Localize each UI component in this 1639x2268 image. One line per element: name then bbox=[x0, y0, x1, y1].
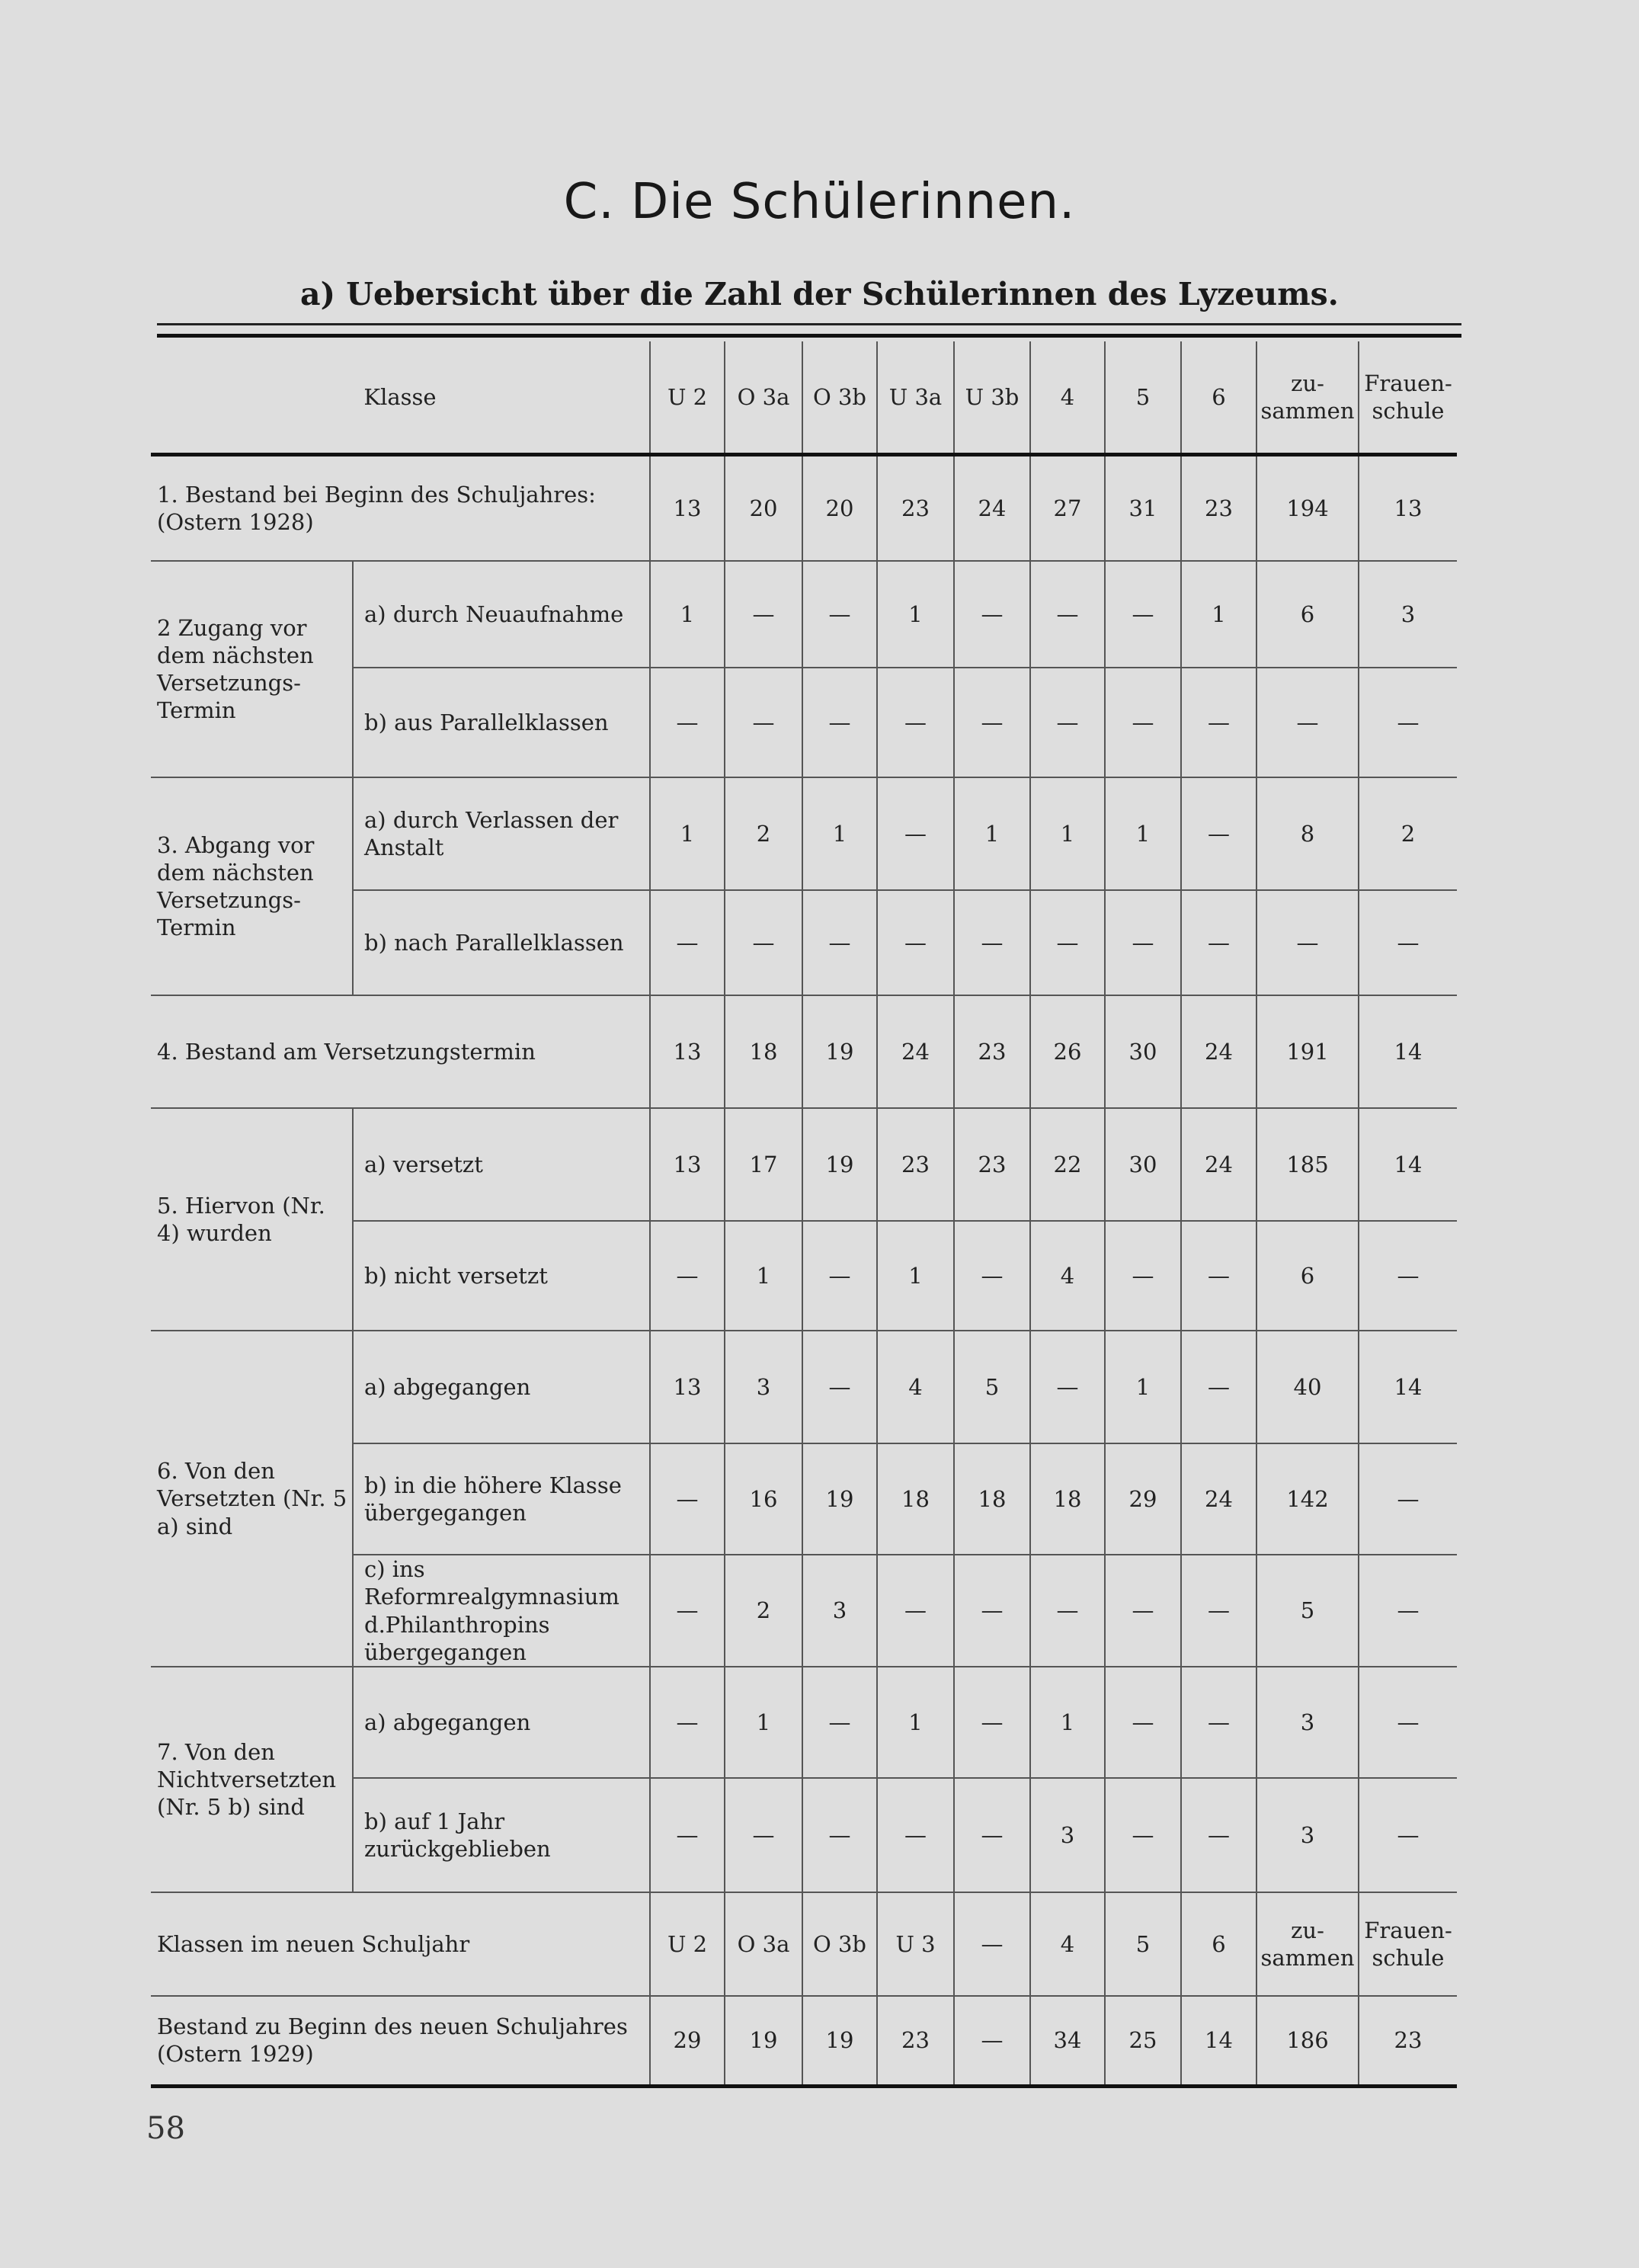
value-cell: 16 bbox=[725, 1443, 802, 1555]
value-cell: — bbox=[1105, 890, 1181, 995]
value-cell: 20 bbox=[802, 454, 877, 561]
value-cell: — bbox=[1030, 1555, 1105, 1667]
table-row bbox=[151, 454, 1457, 561]
header-column: 4 bbox=[1030, 341, 1105, 454]
value-cell: 6 bbox=[1256, 1221, 1359, 1331]
value-cell: — bbox=[1181, 890, 1256, 995]
top-rule-thin bbox=[157, 323, 1461, 325]
value-cell: 34 bbox=[1030, 1996, 1105, 2086]
row-label: 4. Bestand am Versetzungstermin bbox=[151, 995, 650, 1108]
sub-label: c) ins Reformrealgymnasium d.Philanthropins übergegangen bbox=[353, 1555, 650, 1667]
statistics-table bbox=[151, 341, 1457, 2088]
value-cell: 14 bbox=[1359, 1331, 1457, 1443]
value-cell: — bbox=[1030, 1331, 1105, 1443]
sub-label: a) versetzt bbox=[353, 1108, 650, 1221]
value-cell: — bbox=[877, 668, 954, 777]
value-cell: 1 bbox=[725, 1667, 802, 1778]
value-cell: — bbox=[802, 1778, 877, 1892]
value-cell: 13 bbox=[650, 454, 725, 561]
value-cell: — bbox=[954, 1892, 1030, 1996]
value-cell: 1 bbox=[1030, 1667, 1105, 1778]
value-cell: — bbox=[954, 890, 1030, 995]
value-cell: — bbox=[1181, 1221, 1256, 1331]
header-column: O 3a bbox=[725, 341, 802, 454]
row-label: Bestand zu Beginn des neuen Schuljahres (Ostern 1929) bbox=[151, 1996, 650, 2086]
top-rule-thick bbox=[157, 334, 1461, 338]
value-cell: 1 bbox=[650, 777, 725, 890]
table-row bbox=[151, 1667, 1457, 1778]
group-label: 6. Von den Versetzten (Nr. 5 a) sind bbox=[151, 1331, 353, 1667]
value-cell: — bbox=[1359, 1555, 1457, 1667]
header-column: U 3a bbox=[877, 341, 954, 454]
value-cell: 142 bbox=[1256, 1443, 1359, 1555]
header-column: 5 bbox=[1105, 341, 1181, 454]
value-cell: 1 bbox=[725, 1221, 802, 1331]
sub-label: a) abgegangen bbox=[353, 1331, 650, 1443]
header-column: U 2 bbox=[650, 341, 725, 454]
value-cell: 3 bbox=[1256, 1778, 1359, 1892]
value-cell: 14 bbox=[1181, 1996, 1256, 2086]
value-cell: — bbox=[650, 1443, 725, 1555]
value-cell: 1 bbox=[1181, 561, 1256, 668]
value-cell: — bbox=[650, 668, 725, 777]
table-row bbox=[151, 995, 1457, 1108]
value-cell: 6 bbox=[1181, 1892, 1256, 1996]
value-cell: — bbox=[1105, 1221, 1181, 1331]
value-cell: — bbox=[954, 668, 1030, 777]
value-cell: — bbox=[1030, 668, 1105, 777]
value-cell: — bbox=[877, 1555, 954, 1667]
value-cell: 23 bbox=[877, 1996, 954, 2086]
table-row bbox=[151, 1331, 1457, 1443]
value-cell: — bbox=[802, 1221, 877, 1331]
table-subtitle: a) Uebersicht über die Zahl der Schülerinnen des Lyzeums. bbox=[300, 276, 1339, 312]
value-cell: 18 bbox=[725, 995, 802, 1108]
value-cell: 1 bbox=[877, 1221, 954, 1331]
value-cell: zu-sammen bbox=[1256, 1892, 1359, 1996]
value-cell: — bbox=[802, 668, 877, 777]
header-klasse: Klasse bbox=[151, 341, 650, 454]
value-cell: — bbox=[1105, 1667, 1181, 1778]
value-cell: 23 bbox=[1359, 1996, 1457, 2086]
value-cell: — bbox=[1181, 1778, 1256, 1892]
group-label: 7. Von den Nichtversetzten (Nr. 5 b) sind bbox=[151, 1667, 353, 1892]
value-cell: 18 bbox=[954, 1443, 1030, 1555]
value-cell: 24 bbox=[1181, 1443, 1256, 1555]
value-cell: 31 bbox=[1105, 454, 1181, 561]
value-cell: 18 bbox=[877, 1443, 954, 1555]
value-cell: — bbox=[725, 668, 802, 777]
value-cell: O 3a bbox=[725, 1892, 802, 1996]
value-cell: 3 bbox=[1359, 561, 1457, 668]
table-row bbox=[151, 1108, 1457, 1221]
sub-label: b) nach Parallelklassen bbox=[353, 890, 650, 995]
value-cell: 3 bbox=[725, 1331, 802, 1443]
value-cell: 23 bbox=[1181, 454, 1256, 561]
sub-label: b) aus Parallelklassen bbox=[353, 668, 650, 777]
value-cell: Frauen-schule bbox=[1359, 1892, 1457, 1996]
value-cell: 19 bbox=[725, 1996, 802, 2086]
page-title: C. Die Schülerinnen. bbox=[563, 174, 1076, 230]
value-cell: 185 bbox=[1256, 1108, 1359, 1221]
value-cell: — bbox=[954, 1996, 1030, 2086]
value-cell: 19 bbox=[802, 1996, 877, 2086]
value-cell: 18 bbox=[1030, 1443, 1105, 1555]
value-cell: — bbox=[1181, 1555, 1256, 1667]
sub-label: a) abgegangen bbox=[353, 1667, 650, 1778]
value-cell: 6 bbox=[1256, 561, 1359, 668]
value-cell: — bbox=[954, 1778, 1030, 1892]
value-cell: 26 bbox=[1030, 995, 1105, 1108]
value-cell: 1 bbox=[1105, 777, 1181, 890]
value-cell: 20 bbox=[725, 454, 802, 561]
value-cell: 13 bbox=[650, 1108, 725, 1221]
value-cell: — bbox=[1256, 668, 1359, 777]
row-label: 1. Bestand bei Beginn des Schuljahres: (Ostern 1928) bbox=[151, 454, 650, 561]
value-cell: U 3 bbox=[877, 1892, 954, 1996]
value-cell: — bbox=[954, 1667, 1030, 1778]
value-cell: — bbox=[877, 1778, 954, 1892]
value-cell: — bbox=[1030, 890, 1105, 995]
value-cell: 14 bbox=[1359, 995, 1457, 1108]
value-cell: 19 bbox=[802, 1108, 877, 1221]
value-cell: 17 bbox=[725, 1108, 802, 1221]
value-cell: — bbox=[1030, 561, 1105, 668]
value-cell: 194 bbox=[1256, 454, 1359, 561]
header-column: U 3b bbox=[954, 341, 1030, 454]
value-cell: 24 bbox=[954, 454, 1030, 561]
value-cell: 1 bbox=[802, 777, 877, 890]
value-cell: 24 bbox=[1181, 995, 1256, 1108]
value-cell: 29 bbox=[650, 1996, 725, 2086]
value-cell: 8 bbox=[1256, 777, 1359, 890]
value-cell: 13 bbox=[650, 995, 725, 1108]
value-cell: — bbox=[650, 1221, 725, 1331]
value-cell: — bbox=[954, 1555, 1030, 1667]
value-cell: 1 bbox=[877, 561, 954, 668]
page-number: 58 bbox=[146, 2111, 185, 2146]
value-cell: 29 bbox=[1105, 1443, 1181, 1555]
value-cell: — bbox=[650, 1667, 725, 1778]
value-cell: 24 bbox=[877, 995, 954, 1108]
value-cell: 4 bbox=[1030, 1221, 1105, 1331]
group-label: 5. Hiervon (Nr. 4) wurden bbox=[151, 1108, 353, 1331]
value-cell: — bbox=[1256, 890, 1359, 995]
value-cell: 23 bbox=[954, 1108, 1030, 1221]
group-label: 2 Zugang vor dem nächsten Versetzungs-Termin bbox=[151, 561, 353, 777]
value-cell: 23 bbox=[877, 1108, 954, 1221]
value-cell: — bbox=[802, 1667, 877, 1778]
value-cell: — bbox=[1181, 668, 1256, 777]
header-column: zu-sammen bbox=[1256, 341, 1359, 454]
table-row bbox=[151, 561, 1457, 668]
value-cell: 3 bbox=[1030, 1778, 1105, 1892]
value-cell: 13 bbox=[1359, 454, 1457, 561]
header-column: Frauen-schule bbox=[1359, 341, 1457, 454]
value-cell: 3 bbox=[802, 1555, 877, 1667]
value-cell: 2 bbox=[725, 1555, 802, 1667]
value-cell: 1 bbox=[650, 561, 725, 668]
value-cell: 27 bbox=[1030, 454, 1105, 561]
sub-label: b) auf 1 Jahr zurückgeblieben bbox=[353, 1778, 650, 1892]
value-cell: — bbox=[725, 1778, 802, 1892]
value-cell: — bbox=[725, 890, 802, 995]
value-cell: — bbox=[954, 561, 1030, 668]
value-cell: — bbox=[1105, 1778, 1181, 1892]
value-cell: 13 bbox=[650, 1331, 725, 1443]
table-row bbox=[151, 341, 1457, 454]
value-cell: 5 bbox=[954, 1331, 1030, 1443]
value-cell: 40 bbox=[1256, 1331, 1359, 1443]
value-cell: 1 bbox=[954, 777, 1030, 890]
table-row bbox=[151, 1892, 1457, 1996]
value-cell: 191 bbox=[1256, 995, 1359, 1108]
value-cell: 1 bbox=[1105, 1331, 1181, 1443]
value-cell: 19 bbox=[802, 995, 877, 1108]
value-cell: — bbox=[725, 561, 802, 668]
value-cell: 23 bbox=[954, 995, 1030, 1108]
value-cell: — bbox=[1105, 1555, 1181, 1667]
value-cell: 1 bbox=[1030, 777, 1105, 890]
value-cell: 3 bbox=[1256, 1667, 1359, 1778]
value-cell: — bbox=[1359, 1443, 1457, 1555]
header-column: 6 bbox=[1181, 341, 1256, 454]
value-cell: — bbox=[1181, 1331, 1256, 1443]
value-cell: — bbox=[1359, 668, 1457, 777]
value-cell: — bbox=[650, 890, 725, 995]
value-cell: — bbox=[650, 1778, 725, 1892]
group-label: 3. Abgang vor dem nächsten Versetzungs-Termin bbox=[151, 777, 353, 995]
value-cell: — bbox=[877, 890, 954, 995]
table-row bbox=[151, 1996, 1457, 2086]
value-cell: 19 bbox=[802, 1443, 877, 1555]
value-cell: 30 bbox=[1105, 1108, 1181, 1221]
value-cell: 23 bbox=[877, 454, 954, 561]
value-cell: — bbox=[1359, 890, 1457, 995]
value-cell: — bbox=[877, 777, 954, 890]
value-cell: U 2 bbox=[650, 1892, 725, 1996]
value-cell: — bbox=[802, 890, 877, 995]
value-cell: 2 bbox=[725, 777, 802, 890]
sub-label: a) durch Neuaufnahme bbox=[353, 561, 650, 668]
value-cell: 14 bbox=[1359, 1108, 1457, 1221]
value-cell: — bbox=[802, 561, 877, 668]
value-cell: 4 bbox=[1030, 1892, 1105, 1996]
value-cell: — bbox=[1359, 1778, 1457, 1892]
value-cell: O 3b bbox=[802, 1892, 877, 1996]
value-cell: 22 bbox=[1030, 1108, 1105, 1221]
sub-label: a) durch Verlassen der Anstalt bbox=[353, 777, 650, 890]
value-cell: — bbox=[954, 1221, 1030, 1331]
value-cell: 24 bbox=[1181, 1108, 1256, 1221]
sub-label: b) in die höhere Klasse übergegangen bbox=[353, 1443, 650, 1555]
value-cell: 25 bbox=[1105, 1996, 1181, 2086]
value-cell: 5 bbox=[1105, 1892, 1181, 1996]
value-cell: — bbox=[802, 1331, 877, 1443]
value-cell: — bbox=[1359, 1221, 1457, 1331]
row-label: Klassen im neuen Schuljahr bbox=[151, 1892, 650, 1996]
value-cell: — bbox=[1105, 668, 1181, 777]
sub-label: b) nicht versetzt bbox=[353, 1221, 650, 1331]
value-cell: 186 bbox=[1256, 1996, 1359, 2086]
value-cell: 30 bbox=[1105, 995, 1181, 1108]
value-cell: — bbox=[1105, 561, 1181, 668]
value-cell: 4 bbox=[877, 1331, 954, 1443]
value-cell: 1 bbox=[877, 1667, 954, 1778]
value-cell: 5 bbox=[1256, 1555, 1359, 1667]
value-cell: — bbox=[1359, 1667, 1457, 1778]
table-row bbox=[151, 777, 1457, 890]
value-cell: 2 bbox=[1359, 777, 1457, 890]
value-cell: — bbox=[1181, 777, 1256, 890]
header-column: O 3b bbox=[802, 341, 877, 454]
value-cell: — bbox=[1181, 1667, 1256, 1778]
value-cell: — bbox=[650, 1555, 725, 1667]
